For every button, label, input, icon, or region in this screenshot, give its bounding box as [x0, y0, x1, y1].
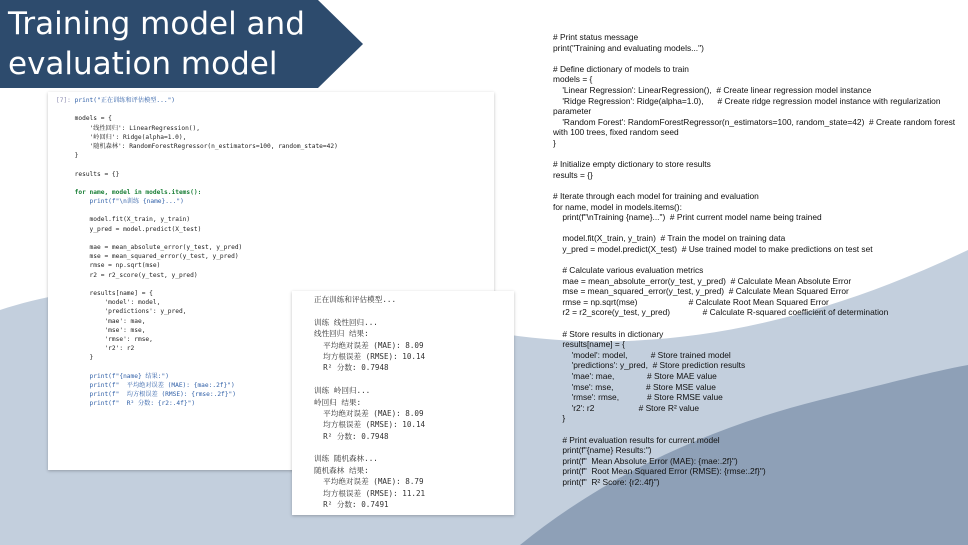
output-line: 线性回归 结果: [314, 329, 369, 339]
output-line: 平均绝对误差 (MAE): 8.09 [314, 408, 424, 418]
output-line: 均方根误差 (RMSE): 11.21 [314, 488, 426, 498]
code-line: print(f" 均方根误差 (RMSE): {rmse:.2f}") [74, 391, 236, 398]
explanation-line: # Calculate various evaluation metrics [553, 265, 704, 276]
output-line [314, 442, 425, 453]
explanation-line: results = {} [553, 169, 593, 180]
code-line: model.fit(X_train, y_train) [74, 216, 191, 224]
explanation-line: # Iterate through each model for training and evaluation [553, 190, 759, 201]
output-line: R² 分数: 0.7948 [314, 363, 389, 373]
code-line: 'mae': mae, [74, 317, 146, 325]
slide-title-line: Training model and [8, 6, 305, 42]
explanation-line [553, 424, 958, 435]
code-line [56, 206, 338, 215]
code-line [56, 234, 338, 243]
output-line: 训练 岭回归... [314, 386, 371, 396]
explanation-line [553, 180, 958, 191]
explanation-line: 'predictions': y_pred, # Store prediction results [553, 360, 746, 371]
explanation-line: 'mae': mae, # Store MAE value [553, 371, 717, 381]
explanation-line: models = { [553, 74, 593, 85]
output-line: 均方根误差 (RMSE): 10.14 [314, 420, 426, 430]
explanation-line: r2 = r2_score(y_test, y_pred) # Calculate R-squared coefficient of determination [553, 307, 889, 318]
code-line [56, 280, 338, 289]
explanation-line: results[name] = { [553, 339, 625, 350]
code-explanation [553, 32, 958, 488]
output-line: R² 分数: 0.7948 [314, 431, 389, 441]
explanation-line: print(f" Mean Absolute Error (MAE): {mae:.2f}") [553, 455, 738, 466]
explanation-line: # Print evaluation results for current model [553, 434, 720, 445]
output-line: 平均绝对误差 (MAE): 8.79 [314, 477, 424, 487]
code-output-text [314, 294, 425, 510]
explanation-line: 'model': model, # Store trained model [553, 349, 731, 360]
code-line: '随机森林': RandomForestRegressor(n_estimators=100, random_state=42) [74, 142, 338, 150]
explanation-line: 'Ridge Regression': Ridge(alpha=1.0), # Create ridge regression model instance with regularization parameter [553, 95, 943, 117]
slide-title [8, 4, 348, 84]
code-line: 'r2': r2 [74, 345, 135, 353]
output-line [314, 305, 425, 316]
explanation-line: # Initialize empty dictionary to store results [553, 159, 711, 170]
explanation-line: print(f"{name} Results:") [553, 445, 652, 456]
explanation-line: 'mse': mse, # Store MSE value [553, 381, 716, 392]
explanation-line: model.fit(X_train, y_train) # Train the model on training data [553, 233, 786, 244]
code-line: '线性回归': LinearRegression(), [74, 124, 200, 132]
explanation-line: # Define dictionary of models to train [553, 63, 689, 74]
code-line: print(f"{name} 结果:") [74, 372, 169, 380]
output-line: 岭回归 结果: [314, 397, 362, 407]
output-line: R² 分数: 0.7491 [314, 500, 389, 510]
explanation-line: # Store results in dictionary [553, 328, 664, 339]
code-line [56, 105, 338, 114]
explanation-line: mae = mean_absolute_error(y_test, y_pred) # Calculate Mean Absolute Error [553, 275, 852, 286]
explanation-line [553, 149, 958, 160]
explanation-line: } [553, 413, 566, 424]
code-line: 'predictions': y_pred, [74, 308, 187, 316]
code-line: rmse = np.sqrt(mse) [74, 262, 161, 270]
code-output-screenshot [292, 291, 514, 515]
explanation-line [553, 254, 958, 265]
output-line [314, 374, 425, 385]
output-line: 随机森林 结果: [314, 465, 369, 475]
explanation-line: for name, model in models.items(): [553, 201, 682, 212]
explanation-line [553, 318, 958, 329]
explanation-line: rmse = np.sqrt(mse) # Calculate Root Mean Squared Error [553, 296, 829, 307]
explanation-line: print(f"\nTraining {name}...") # Print current model name being trained [553, 212, 822, 223]
code-line: } [74, 152, 79, 160]
code-line: 'model': model, [74, 299, 161, 307]
code-line: mae = mean_absolute_error(y_test, y_pred) [74, 244, 243, 251]
explanation-line: # Print status message [553, 32, 639, 42]
code-line: models = { [74, 115, 112, 123]
explanation-line: print(f" R² Score: {r2:.4f}") [553, 476, 660, 487]
explanation-line: y_pred = model.predict(X_test) # Use trained model to make predictions on test set [553, 243, 873, 254]
code-line: mse = mean_squared_error(y_test, y_pred) [74, 253, 239, 261]
explanation-line: 'Linear Regression': LinearRegression(), # Create linear regression model instance [553, 84, 872, 95]
explanation-line: 'rmse': rmse, # Store RMSE value [553, 392, 723, 403]
output-line: 平均绝对误差 (MAE): 8.09 [314, 340, 424, 350]
code-line: y_pred = model.predict(X_test) [74, 225, 202, 233]
code-line: for name, model in models.items(): [74, 188, 202, 196]
code-line [56, 160, 338, 169]
explanation-line: } [553, 137, 556, 148]
code-line: } [74, 354, 94, 362]
code-line: print(f"\n训练 {name}...") [74, 198, 184, 206]
code-line: 'rmse': rmse, [74, 335, 153, 343]
code-line: results = {} [74, 170, 120, 178]
code-line [56, 179, 338, 188]
explanation-line: 'Random Forest': RandomForestRegressor(n_estimators=100, random_state=42) # Create random forest with 100 trees, fixed random seed [553, 116, 958, 138]
code-line: r2 = r2_score(y_test, y_pred) [74, 271, 198, 279]
output-line: 均方根误差 (RMSE): 10.14 [314, 351, 426, 361]
code-line: 'mse': mse, [74, 326, 146, 334]
output-line: 正在训练和评估模型... [314, 295, 397, 304]
code-line: print(f" R² 分数: {r2:.4f}") [74, 400, 196, 408]
explanation-line: print(f" Root Mean Squared Error (RMSE): {rmse:.2f}") [553, 466, 766, 477]
explanation-line: mse = mean_squared_error(y_test, y_pred) # Calculate Mean Squared Error [553, 286, 849, 297]
code-line: [7]: print("正在训练和评估模型...") [56, 97, 176, 104]
slide-title-line: evaluation model [8, 46, 278, 82]
explanation-line [553, 223, 958, 234]
explanation-line: print("Training and evaluating models...") [553, 42, 704, 53]
output-line: 训练 线性回归... [314, 317, 378, 327]
output-line: 训练 随机森林... [314, 454, 378, 464]
code-line: print(f" 平均绝对误差 (MAE): {mae:.2f}") [74, 381, 235, 389]
code-line: results[name] = { [74, 289, 153, 297]
explanation-line [553, 53, 958, 64]
explanation-line: 'r2': r2 # Store R² value [553, 402, 700, 413]
code-line: '岭回归': Ridge(alpha=1.0), [74, 133, 187, 141]
cell-prompt: [7]: [56, 97, 75, 104]
